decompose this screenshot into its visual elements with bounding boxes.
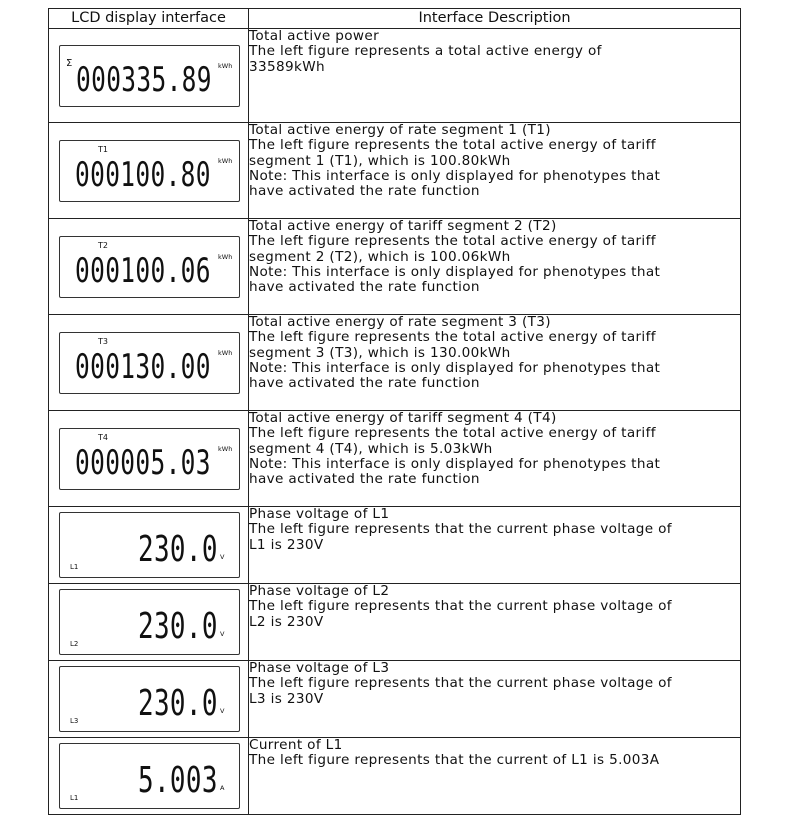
lcd-reading: 000130.00 xyxy=(75,346,211,387)
description-line: The left figure represents that the current of L1 is 5.003A xyxy=(249,752,660,769)
lcd-cell xyxy=(49,219,249,315)
description-line: Note: This interface is only displayed for phenotypes that xyxy=(249,359,661,376)
description-line: The left figure represents the total active energy of tariff xyxy=(249,425,656,442)
lcd-reading: 000100.80 xyxy=(75,154,211,195)
description-line: L1 is 230V xyxy=(249,536,324,553)
lcd-indicator: L1 xyxy=(70,563,79,571)
lcd-cell xyxy=(49,661,249,738)
lcd-screen xyxy=(59,236,240,298)
lcd-indicator: T4 xyxy=(98,432,108,442)
lcd-reading: 000100.06 xyxy=(75,250,211,291)
lcd-indicator: L2 xyxy=(70,640,79,648)
lcd-screen xyxy=(59,428,240,490)
lcd-cell xyxy=(49,315,249,411)
lcd-cell xyxy=(49,123,249,219)
description-line: have activated the rate function xyxy=(249,471,480,488)
table-row xyxy=(49,219,741,315)
description-title: Total active energy of tariff segment 2 (T2) xyxy=(249,218,557,234)
description-cell xyxy=(249,661,741,738)
lcd-reading: 000335.89 xyxy=(76,59,212,100)
description-cell xyxy=(249,123,741,219)
lcd-screen xyxy=(59,332,240,394)
description-line: The left figure represents that the current phase voltage of xyxy=(249,675,672,692)
description-cell xyxy=(249,315,741,411)
table-row xyxy=(49,507,741,584)
lcd-screen xyxy=(59,140,240,202)
description-line: L2 is 230V xyxy=(249,613,324,630)
lcd-unit: A xyxy=(220,784,225,792)
interface-table xyxy=(48,8,741,815)
description-line: The left figure represents the total active energy of tariff xyxy=(249,329,656,346)
description-title: Total active power xyxy=(249,28,380,44)
description-title: Phase voltage of L1 xyxy=(249,506,390,522)
lcd-screen xyxy=(59,666,240,732)
table-row xyxy=(49,29,741,123)
table-row xyxy=(49,661,741,738)
lcd-cell xyxy=(49,584,249,661)
lcd-unit: V xyxy=(220,630,225,638)
lcd-indicator: Σ xyxy=(66,57,73,69)
description-line: 33589kWh xyxy=(249,58,325,75)
lcd-indicator: L1 xyxy=(70,794,79,802)
lcd-cell xyxy=(49,738,249,815)
lcd-indicator: T1 xyxy=(98,144,108,154)
table-row xyxy=(49,123,741,219)
description-line: The left figure represents a total active energy of xyxy=(249,43,602,60)
description-line: segment 1 (T1), which is 100.80kWh xyxy=(249,152,511,169)
lcd-unit: V xyxy=(220,707,225,715)
description-line: segment 2 (T2), which is 100.06kWh xyxy=(249,248,511,265)
lcd-unit: kWh xyxy=(218,348,233,357)
lcd-unit: kWh xyxy=(218,444,233,453)
description-title: Total active energy of rate segment 3 (T3) xyxy=(249,314,551,330)
lcd-screen xyxy=(59,743,240,809)
table-row xyxy=(49,411,741,507)
table-row xyxy=(49,584,741,661)
description-cell xyxy=(249,507,741,584)
lcd-reading: 5.003 xyxy=(138,760,218,801)
description-title: Phase voltage of L3 xyxy=(249,660,390,676)
table-row xyxy=(49,738,741,815)
description-cell xyxy=(249,411,741,507)
description-line: Note: This interface is only displayed for phenotypes that xyxy=(249,263,661,280)
lcd-indicator: L3 xyxy=(70,717,79,725)
lcd-screen xyxy=(59,512,240,578)
description-line: have activated the rate function xyxy=(249,183,480,200)
description-line: segment 3 (T3), which is 130.00kWh xyxy=(249,344,511,361)
description-cell xyxy=(249,738,741,815)
description-title: Total active energy of tariff segment 4 (T4) xyxy=(249,410,557,426)
description-line: Note: This interface is only displayed for phenotypes that xyxy=(249,455,661,472)
description-line: have activated the rate function xyxy=(249,279,480,296)
description-cell xyxy=(249,584,741,661)
lcd-reading: 230.0 xyxy=(138,683,218,724)
description-line: Note: This interface is only displayed for phenotypes that xyxy=(249,167,661,184)
description-line: The left figure represents that the current phase voltage of xyxy=(249,598,672,615)
description-line: segment 4 (T4), which is 5.03kWh xyxy=(249,440,493,457)
description-line: have activated the rate function xyxy=(249,375,480,392)
lcd-reading: 230.0 xyxy=(138,529,218,570)
lcd-cell xyxy=(49,411,249,507)
lcd-screen xyxy=(59,45,240,107)
lcd-indicator: T3 xyxy=(98,336,108,346)
description-cell xyxy=(249,29,741,123)
lcd-cell xyxy=(49,507,249,584)
lcd-cell xyxy=(49,29,249,123)
description-title: Phase voltage of L2 xyxy=(249,583,390,599)
lcd-screen xyxy=(59,589,240,655)
lcd-reading: 000005.03 xyxy=(75,442,211,483)
description-title: Current of L1 xyxy=(249,737,343,753)
description-line: The left figure represents the total active energy of tariff xyxy=(249,137,656,154)
description-line: The left figure represents that the current phase voltage of xyxy=(249,521,672,538)
lcd-unit: kWh xyxy=(218,61,233,70)
description-cell xyxy=(249,219,741,315)
description-line: L3 is 230V xyxy=(249,690,324,707)
description-line: The left figure represents the total active energy of tariff xyxy=(249,233,656,250)
lcd-indicator: T2 xyxy=(98,240,108,250)
header-lcd: LCD display interface xyxy=(49,9,249,29)
lcd-unit: kWh xyxy=(218,156,233,165)
description-title: Total active energy of rate segment 1 (T1) xyxy=(249,122,551,138)
table-row xyxy=(49,315,741,411)
table-header-row xyxy=(49,9,741,29)
lcd-reading: 230.0 xyxy=(138,606,218,647)
lcd-unit: V xyxy=(220,553,225,561)
header-description: Interface Description xyxy=(249,9,741,29)
lcd-unit: kWh xyxy=(218,252,233,261)
